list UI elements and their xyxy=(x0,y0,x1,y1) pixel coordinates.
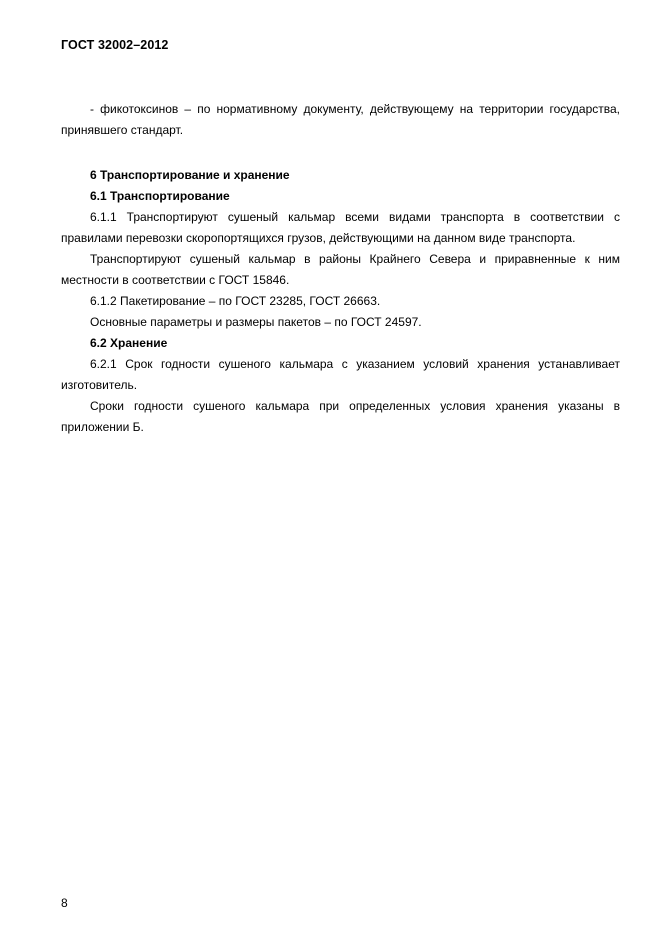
paragraph-6-1-2: 6.1.2 Пакетирование – по ГОСТ 23285, ГОСТ 26663. xyxy=(90,294,381,308)
paragraph-far-north: Транспортируют сушеный кальмар в районы Крайнего Севера и приравненные к ним местности в соответствии с ГОСТ 15846. xyxy=(61,252,620,287)
subsection-heading-6-1: 6.1 Транспортирование xyxy=(90,189,230,203)
section-heading-6: 6 Транспортирование и хранение xyxy=(90,168,290,182)
page-number: 8 xyxy=(61,896,68,910)
paragraph-6-1-1: 6.1.1 Транспортируют сушеный кальмар всеми видами транспорта в соответствии с правилами перевозки скоропортящихся грузов, действующими на данном виде транспорта. xyxy=(61,210,620,245)
document-body xyxy=(61,99,620,438)
paragraph-packets: Основные параметры и размеры пакетов – по ГОСТ 24597. xyxy=(90,315,422,329)
section-spacer xyxy=(61,141,620,165)
paragraph-storage-terms: Сроки годности сушеного кальмара при определенных условия хранения указаны в приложении Б. xyxy=(61,399,620,434)
paragraph-phycotoxins: - фикотоксинов – по нормативному документу, действующему на территории государства, принявшего стандарт. xyxy=(61,102,620,137)
subsection-heading-6-2: 6.2 Хранение xyxy=(90,336,168,350)
paragraph-6-2-1: 6.2.1 Срок годности сушеного кальмара с указанием условий хранения устанавливает изготовитель. xyxy=(61,357,620,392)
document-header-code: ГОСТ 32002–2012 xyxy=(61,38,169,52)
